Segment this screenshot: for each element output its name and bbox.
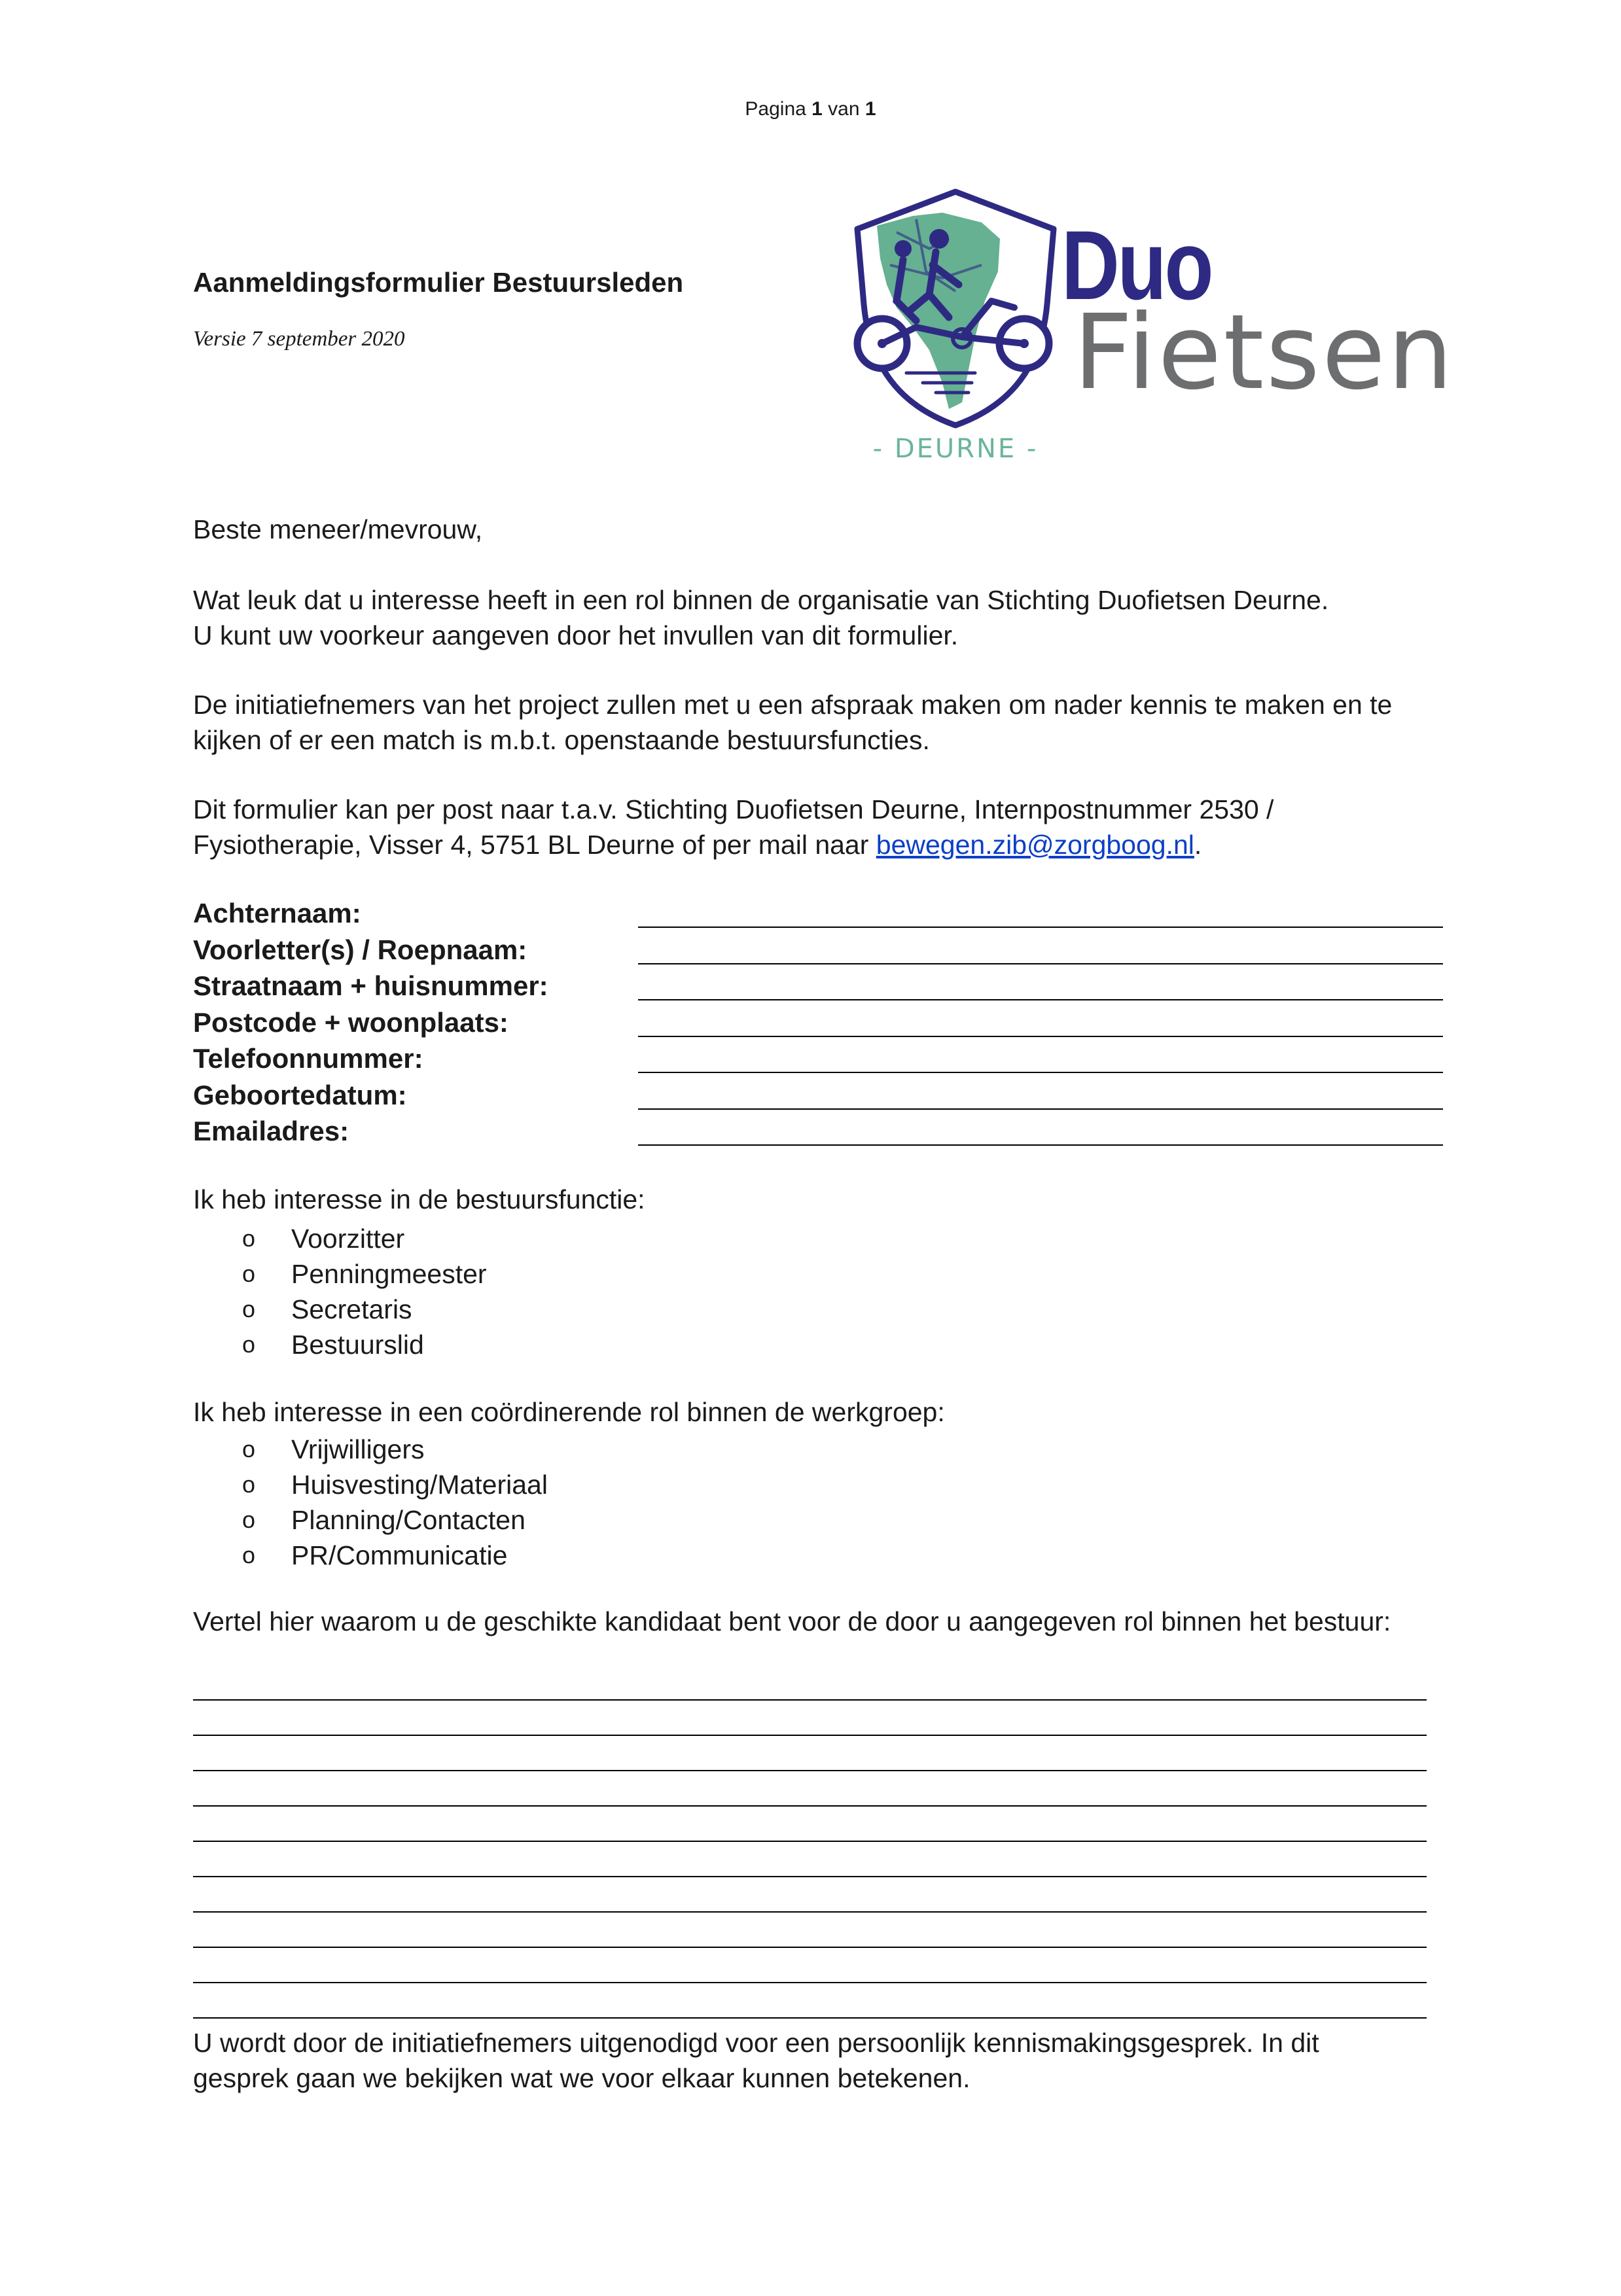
radio-circle-icon[interactable]: o xyxy=(242,1471,256,1498)
option-label: Bestuurslid xyxy=(291,1330,424,1360)
field-label: Achternaam: xyxy=(193,898,361,928)
answer-line[interactable] xyxy=(193,1913,1427,1948)
page-number-middle: van xyxy=(822,98,865,120)
field-label: Postcode + woonplaats: xyxy=(193,1006,508,1038)
document-version: Versie 7 september 2020 xyxy=(193,327,405,351)
option-voorzitter[interactable] xyxy=(242,1221,487,1256)
option-penningmeester[interactable] xyxy=(242,1256,487,1292)
process-line-2: kijken of er een match is m.b.t. openstaande bestuursfuncties. xyxy=(193,725,930,755)
field-telefoonnummer[interactable] xyxy=(193,1040,1443,1077)
radio-circle-icon[interactable]: o xyxy=(242,1296,256,1322)
process-line-1: De initiatiefnemers van het project zullen met u een afspraak maken om nader kennis te maken en te xyxy=(193,690,1393,720)
logo-shield-icon xyxy=(851,186,1060,474)
option-planning-contacten[interactable] xyxy=(242,1502,548,1538)
option-label: PR/Communicatie xyxy=(291,1540,508,1570)
option-huisvesting-materiaal[interactable] xyxy=(242,1467,548,1502)
answer-line[interactable] xyxy=(193,1983,1427,2019)
option-label: Secretaris xyxy=(291,1294,412,1324)
option-vrijwilligers[interactable] xyxy=(242,1432,548,1467)
field-label: Emailadres: xyxy=(193,1116,349,1146)
field-emailadres[interactable] xyxy=(193,1113,1443,1150)
contact-line-2-end: . xyxy=(1194,830,1202,860)
motivation-answer-area[interactable] xyxy=(193,1665,1427,2019)
answer-line[interactable] xyxy=(193,1701,1427,1736)
page-number xyxy=(0,98,1621,120)
board-function-options xyxy=(242,1221,487,1362)
field-geboortedatum[interactable] xyxy=(193,1077,1443,1114)
option-bestuurslid[interactable] xyxy=(242,1327,487,1362)
field-input-line[interactable] xyxy=(638,963,1443,964)
field-label: Straatnaam + huisnummer: xyxy=(193,970,548,1001)
radio-circle-icon[interactable]: o xyxy=(242,1225,256,1252)
answer-line[interactable] xyxy=(193,1771,1427,1807)
contact-line-2 xyxy=(193,827,1469,862)
field-achternaam[interactable] xyxy=(193,895,1443,932)
contact-line-1: Dit formulier kan per post naar t.a.v. Stichting Duofietsen Deurne, Internpostnummer 2530 / xyxy=(193,794,1274,824)
closing-paragraph xyxy=(193,2025,1469,2096)
field-label: Geboortedatum: xyxy=(193,1079,407,1110)
field-input-line[interactable] xyxy=(638,1072,1443,1073)
page-number-current: 1 xyxy=(811,98,823,120)
option-pr-communicatie[interactable] xyxy=(242,1538,548,1573)
radio-circle-icon[interactable]: o xyxy=(242,1506,256,1533)
answer-line[interactable] xyxy=(193,1665,1427,1701)
field-input-line[interactable] xyxy=(638,999,1443,1000)
radio-circle-icon[interactable]: o xyxy=(242,1542,256,1568)
field-label: Voorletter(s) / Roepnaam: xyxy=(193,934,527,965)
contact-line-2-text: Fysiotherapie, Visser 4, 5751 BL Deurne of per mail naar xyxy=(193,830,876,860)
logo-word-duo: Duo xyxy=(1061,210,1212,320)
closing-line-2: gesprek gaan we bekijken wat we voor elkaar kunnen betekenen. xyxy=(193,2063,971,2093)
logo-subtitle: - DEURNE - xyxy=(872,434,1039,464)
field-postcode-woonplaats[interactable] xyxy=(193,1004,1443,1041)
option-label: Huisvesting/Materiaal xyxy=(291,1470,548,1500)
answer-line[interactable] xyxy=(193,1807,1427,1842)
duo-fietsen-logo xyxy=(851,186,1453,474)
page-number-prefix: Pagina xyxy=(745,98,812,120)
greeting xyxy=(193,512,1469,547)
radio-circle-icon[interactable]: o xyxy=(242,1260,256,1287)
field-input-line[interactable] xyxy=(638,1036,1443,1037)
board-function-heading: Ik heb interesse in de bestuursfunctie: xyxy=(193,1184,645,1214)
field-label: Telefoonnummer: xyxy=(193,1043,423,1074)
intro-line-2: U kunt uw voorkeur aangeven door het invullen van dit formulier. xyxy=(193,620,959,650)
field-input-line[interactable] xyxy=(638,1144,1443,1146)
field-straatnaam-huisnummer[interactable] xyxy=(193,968,1443,1004)
personal-details-form xyxy=(193,895,1443,1150)
answer-line[interactable] xyxy=(193,1877,1427,1913)
field-input-line[interactable] xyxy=(638,927,1443,928)
radio-circle-icon[interactable]: o xyxy=(242,1436,256,1462)
option-label: Planning/Contacten xyxy=(291,1505,525,1535)
field-input-line[interactable] xyxy=(638,1108,1443,1110)
greeting-text: Beste meneer/mevrouw, xyxy=(193,514,483,544)
answer-line[interactable] xyxy=(193,1736,1427,1771)
logo-word-fietsen: Fietsen xyxy=(1073,292,1455,413)
answer-line[interactable] xyxy=(193,1842,1427,1877)
closing-line-1: U wordt door de initiatiefnemers uitgenodigd voor een persoonlijk kennismakingsgesprek. In dit xyxy=(193,2028,1319,2058)
option-label: Penningmeester xyxy=(291,1259,487,1289)
process-paragraph xyxy=(193,687,1469,758)
workgroup-role-heading: Ik heb interesse in een coördinerende rol binnen de werkgroep: xyxy=(193,1397,945,1427)
workgroup-role-options xyxy=(242,1432,548,1573)
field-voorletters-roepnaam[interactable] xyxy=(193,932,1443,968)
contact-paragraph xyxy=(193,792,1469,862)
radio-circle-icon[interactable]: o xyxy=(242,1331,256,1358)
email-link[interactable]: bewegen.zib@zorgboog.nl xyxy=(876,830,1194,860)
intro-paragraph xyxy=(193,582,1469,653)
option-secretaris[interactable] xyxy=(242,1292,487,1327)
motivation-prompt: Vertel hier waarom u de geschikte kandidaat bent voor de door u aangegeven rol binnen het bestuur: xyxy=(193,1606,1391,1636)
answer-line[interactable] xyxy=(193,1948,1427,1983)
option-label: Voorzitter xyxy=(291,1224,405,1254)
document-title: Aanmeldingsformulier Bestuursleden xyxy=(193,267,684,298)
intro-line-1: Wat leuk dat u interesse heeft in een rol binnen de organisatie van Stichting Duofietsen Deurne. xyxy=(193,585,1329,615)
option-label: Vrijwilligers xyxy=(291,1434,425,1464)
page-number-total: 1 xyxy=(864,98,876,120)
